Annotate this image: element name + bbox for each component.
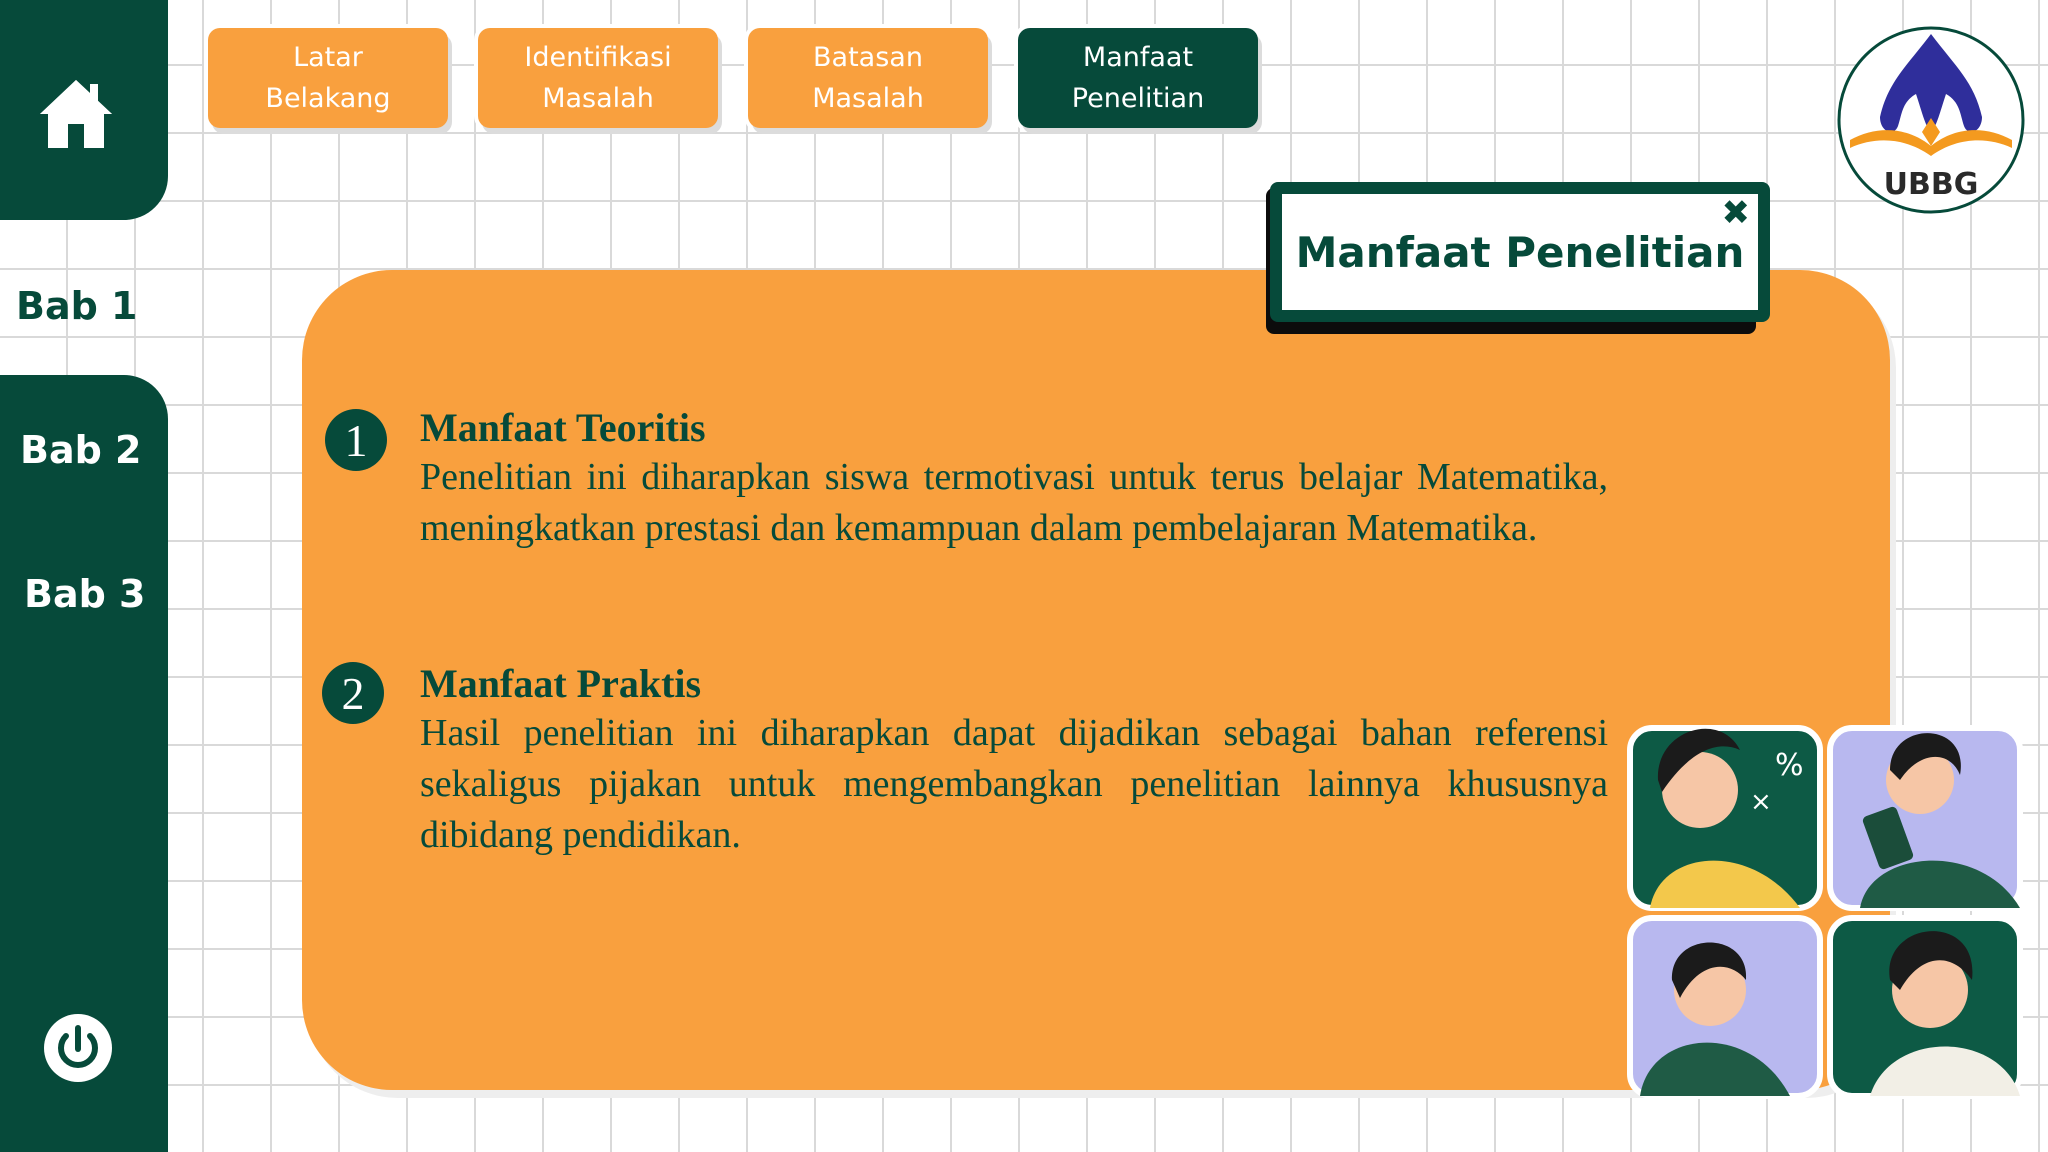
tab-label-line2: Penelitian xyxy=(1071,83,1205,114)
popup-title-box xyxy=(1270,182,1770,322)
tab-label-line1: Latar xyxy=(293,42,363,73)
home-icon[interactable] xyxy=(36,74,116,154)
section-manfaat-teoritis xyxy=(420,404,1608,554)
tab-label-line1: Identifikasi xyxy=(524,42,672,73)
power-icon[interactable] xyxy=(43,1013,113,1083)
tab-identifikasi-masalah[interactable] xyxy=(478,28,718,128)
video-call-illustration xyxy=(1600,680,2030,1100)
section-heading: Manfaat Teoritis xyxy=(420,405,706,450)
close-icon[interactable]: ✖ xyxy=(1721,193,1750,233)
tab-batasan-masalah[interactable] xyxy=(748,28,988,128)
tab-manfaat-penelitian[interactable] xyxy=(1018,28,1258,128)
section-body: Hasil penelitian ini diharapkan dapat dijadikan sebagai bahan referensi sekaligus pijakan untuk mengembangkan penelitian lainnya khususnya dibidang pendidikan. xyxy=(420,712,1608,856)
svg-text:×: × xyxy=(1750,787,1772,817)
tab-label-line1: Manfaat xyxy=(1082,42,1194,73)
sidebar-item-bab-2[interactable]: Bab 2 xyxy=(20,428,142,472)
home-panel xyxy=(0,0,168,220)
svg-text:%: % xyxy=(1775,748,1804,783)
section-heading: Manfaat Praktis xyxy=(420,661,702,706)
sidebar-item-bab-1[interactable]: Bab 1 xyxy=(16,284,138,328)
section-body: Penelitian ini diharapkan siswa termotivasi untuk terus belajar Matematika, meningkatkan prestasi dan kemampuan dalam pembelajaran Matematika. xyxy=(420,456,1608,549)
popup-title: Manfaat Penelitian xyxy=(1295,227,1745,277)
ubbg-logo xyxy=(1836,22,2026,218)
sidebar-item-bab-3[interactable]: Bab 3 xyxy=(24,572,146,616)
section-manfaat-praktis xyxy=(420,660,1608,861)
tab-latar-belakang[interactable] xyxy=(208,28,448,128)
tab-label-line2: Belakang xyxy=(265,83,391,114)
logo-text: UBBG xyxy=(1883,167,1979,202)
tab-label-line2: Masalah xyxy=(542,83,654,114)
tab-label-line1: Batasan xyxy=(813,42,923,73)
tab-label-line2: Masalah xyxy=(812,83,924,114)
section-number-1: 1 xyxy=(325,409,387,471)
section-number-2: 2 xyxy=(322,662,384,724)
